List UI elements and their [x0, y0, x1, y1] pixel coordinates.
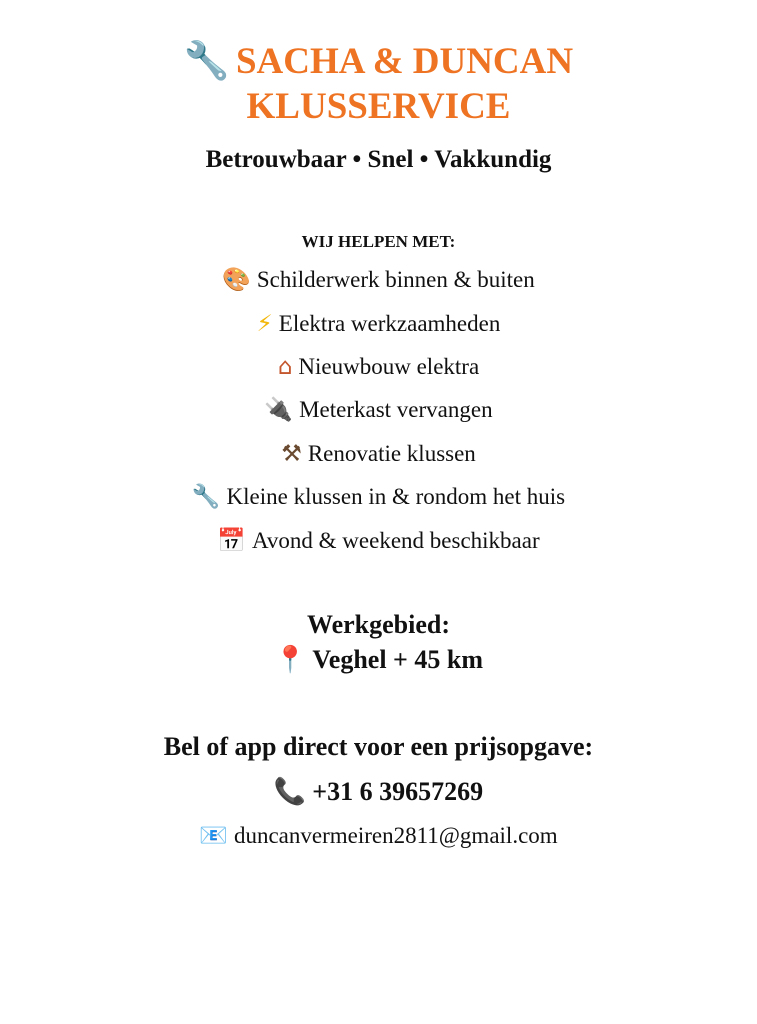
palette-icon: 🎨 — [222, 267, 251, 293]
email-row — [0, 822, 757, 850]
service-label: Meterkast vervangen — [299, 397, 493, 422]
work-area-value-row — [0, 645, 757, 675]
service-label: Renovatie klussen — [307, 441, 476, 466]
service-label: Kleine klussen in & rondom het huis — [226, 484, 566, 509]
house-icon: ⌂ — [277, 354, 293, 380]
service-label: Nieuwbouw elektra — [298, 354, 480, 379]
service-item-new-build — [0, 353, 757, 381]
lightning-icon: ⚡ — [256, 311, 273, 337]
services-heading: WIJ HELPEN MET: — [301, 232, 456, 251]
service-item-availability — [0, 527, 757, 555]
plug-icon: 🔌 — [264, 397, 294, 423]
service-label: Avond & weekend beschikbaar — [252, 528, 540, 553]
phone-row — [0, 777, 757, 807]
email-address[interactable]: duncanvermeiren2811@gmail.com — [233, 823, 558, 848]
service-label: Elektra werkzaamheden — [278, 311, 501, 336]
contact-cta: Bel of app direct voor een prijsopgave: — [163, 732, 594, 761]
tagline: Betrouwbaar • Snel • Vakkundig — [205, 146, 552, 173]
service-item-renovation — [0, 440, 757, 468]
wrench-icon: 🔧 — [183, 39, 230, 82]
service-item-electrical — [0, 310, 757, 338]
envelope-icon: 📧 — [199, 823, 228, 849]
calendar-icon: 📅 — [217, 528, 246, 554]
title-text-2: KLUSSERVICE — [246, 86, 511, 127]
hammer-wrench-icon: ⚒ — [281, 441, 302, 467]
title-text-1: SACHA & DUNCAN — [235, 41, 574, 82]
service-item-small-jobs — [0, 483, 757, 511]
wrench-icon: 🔧 — [191, 484, 221, 510]
phone-number[interactable]: +31 6 39657269 — [312, 777, 484, 806]
pin-icon: 📍 — [274, 645, 307, 675]
phone-icon: 📞 — [273, 777, 307, 807]
service-label: Schilderwerk binnen & buiten — [256, 267, 535, 292]
service-item-meter-box — [0, 396, 757, 424]
work-area-heading: Werkgebied: — [307, 610, 450, 639]
page-title-line-1 — [0, 40, 757, 83]
service-item-painting — [0, 266, 757, 294]
page-title-line-2 — [0, 86, 757, 128]
work-area-value: Veghel + 45 km — [312, 645, 483, 674]
